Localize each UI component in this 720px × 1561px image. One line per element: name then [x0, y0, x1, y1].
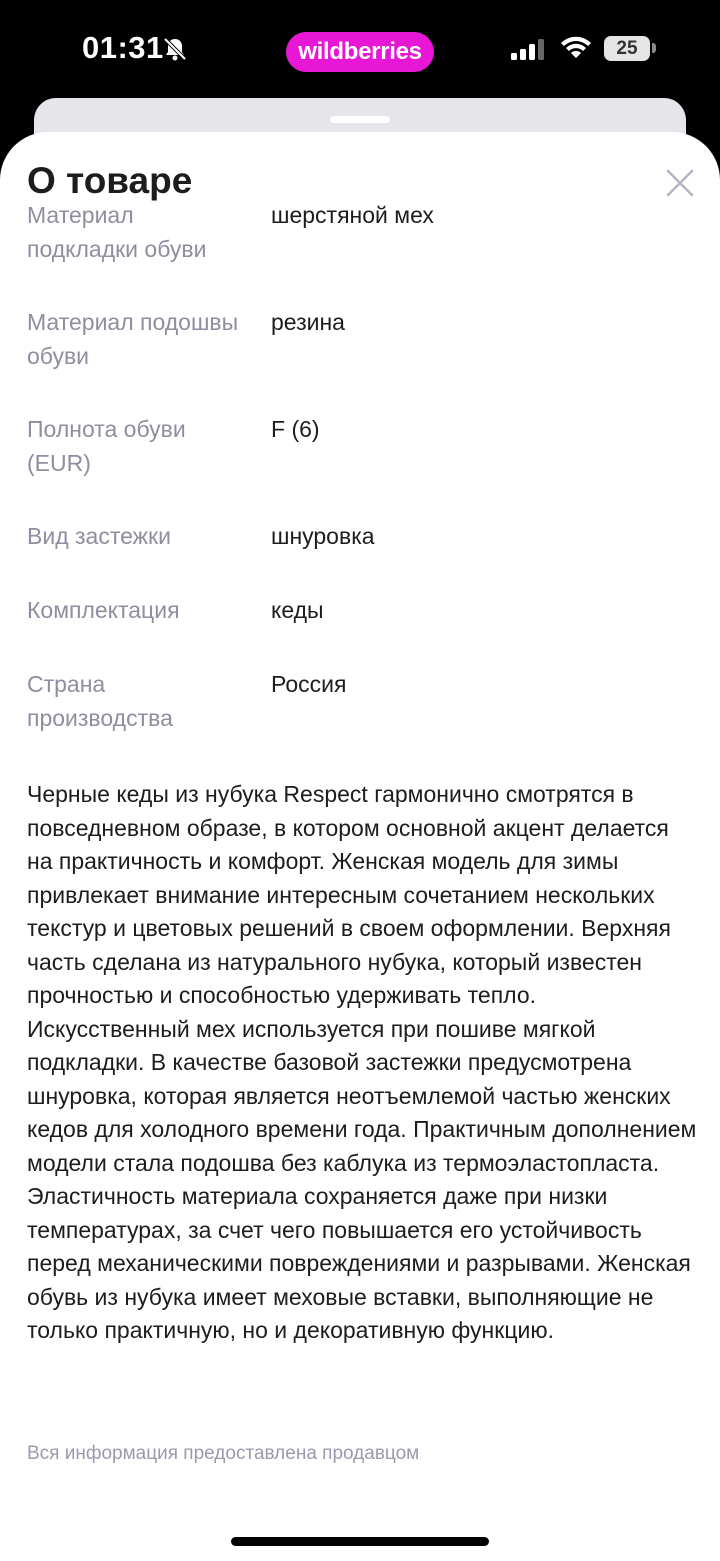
product-description: Черные кеды из нубука Respect гармонично смотрятся в повседневном образе, в котором основной акцент делается на практичность и комфорт. Женская модель для зимы привлекает внимание интересным сочетанием нескольких текстур и цветовых решений в своем оформлении. Верхняя часть сделана из натурального нубука, который известен прочностью и способностью удерживать тепло. Искусственный мех используется при пошиве мягкой подкладки. В качестве базовой застежки предусмотрена шнуровка, которая является неотъемлемой частью женских кедов для холодного времени года. Практичным дополнением модели стала подошва без каблука из термоэластопласта. Эластичность материала сохраняется даже при низки температурах, за счет чего повышается его устойчивость перед механическими повреждениями и разрывами. Женская обувь из нубука имеет меховые вставки, выполняющие не только практичную, но и декоративную функцию.: [27, 781, 697, 1343]
wifi-icon: [560, 36, 592, 60]
brand-label: wildberries: [298, 38, 422, 65]
spec-value: шерстяной мех: [271, 202, 434, 228]
battery-tip: [652, 43, 656, 53]
spec-label: Вид застежки: [27, 523, 171, 549]
sheet-title: О товаре: [27, 160, 193, 201]
spec-value: шнуровка: [271, 523, 375, 549]
battery-icon: [604, 36, 650, 61]
spec-label: Страна производства: [27, 671, 173, 731]
brand-badge[interactable]: [286, 32, 434, 72]
bell-muted-icon: [162, 36, 188, 62]
spec-value: Россия: [271, 671, 347, 697]
battery-level: 25: [616, 37, 638, 59]
close-icon[interactable]: [663, 166, 697, 200]
spec-value: F (6): [271, 416, 320, 442]
spec-label: Полнота обуви (EUR): [27, 416, 186, 476]
spec-value: кеды: [271, 597, 324, 623]
product-info-sheet: [0, 132, 720, 1561]
spec-label: Комплектация: [27, 597, 180, 623]
seller-info-note: Вся информация предоставлена продавцом: [27, 1443, 420, 1464]
status-time: 01:31: [82, 30, 164, 65]
spec-label: Материал подошвы обуви: [27, 309, 239, 369]
status-bar: [0, 0, 720, 100]
signal-icon: [510, 38, 546, 60]
sheet-grabber[interactable]: [330, 116, 390, 123]
spec-value: резина: [271, 309, 345, 335]
home-indicator[interactable]: [231, 1537, 489, 1546]
spec-label: Материал подкладки обуви: [27, 202, 207, 262]
